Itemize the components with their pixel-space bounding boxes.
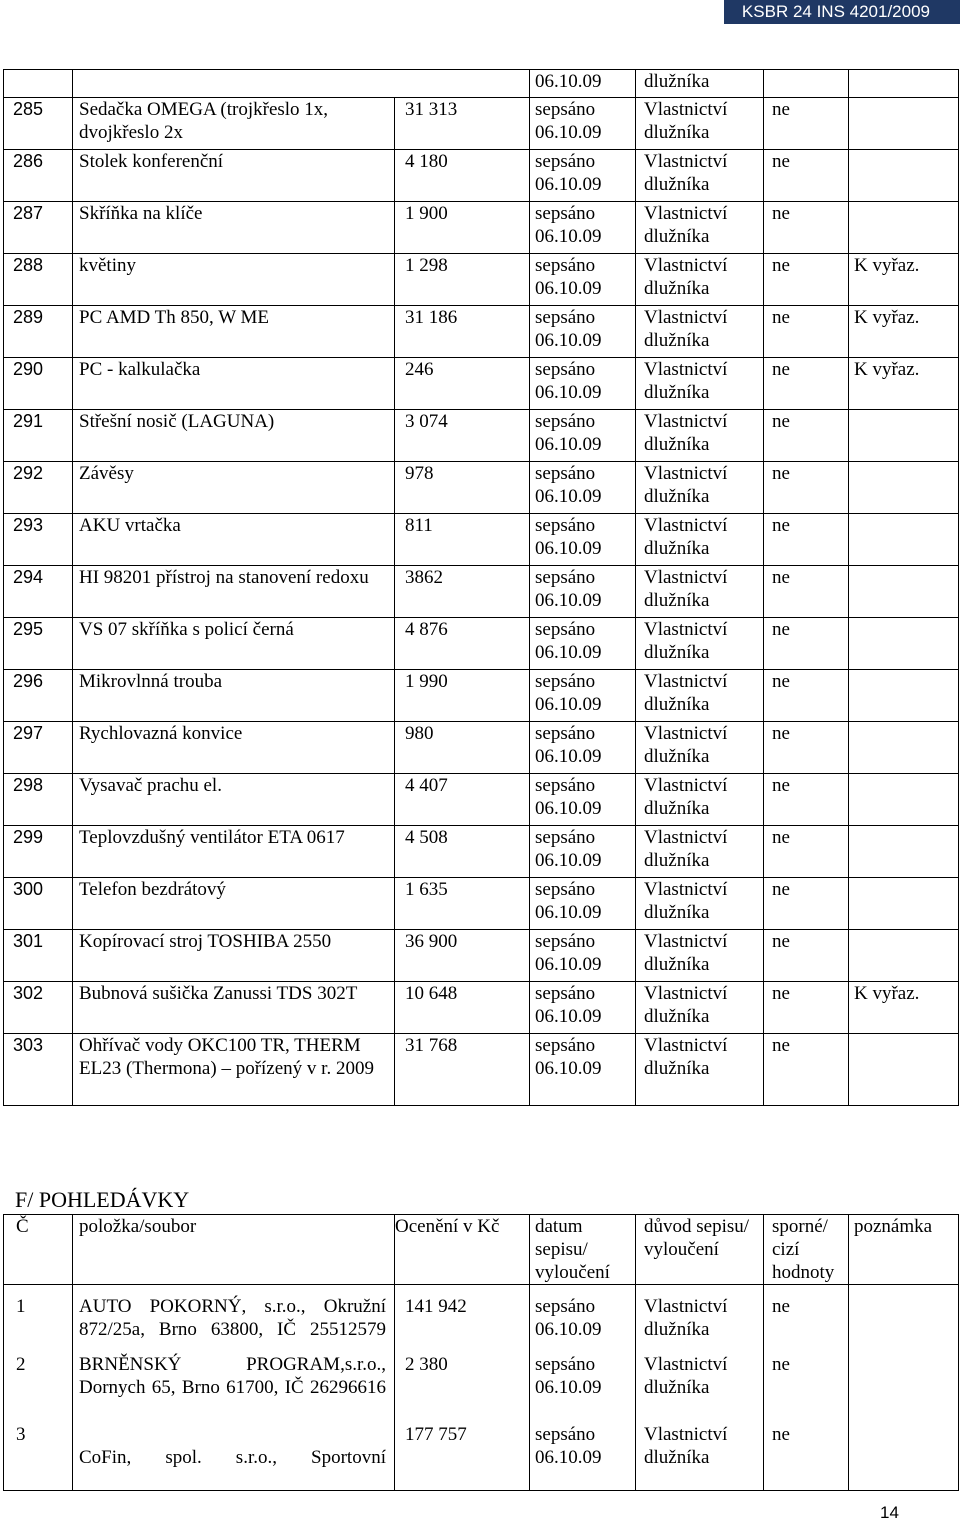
sporne-cell: ne	[764, 930, 849, 982]
note-cell: K vyřaz.	[849, 254, 959, 306]
table-row	[4, 202, 959, 254]
date-value: 06.10.09	[535, 486, 602, 507]
owner-line-1: Vlastnictví	[644, 671, 728, 692]
owner-line-1: Vlastnictví	[644, 879, 728, 900]
sporne-cell: ne	[764, 774, 849, 826]
header-value: Ocenění v Kč	[395, 1215, 530, 1285]
date-status: sepsáno	[535, 203, 596, 224]
owner-cell	[636, 1353, 764, 1423]
receivable-value: 141 942	[395, 1285, 530, 1353]
sporne-cell: ne	[764, 254, 849, 306]
owner-cell	[636, 566, 764, 618]
row-number: 302	[4, 982, 73, 1034]
owner-cell	[636, 1034, 764, 1106]
note-cell: K vyřaz.	[849, 306, 959, 358]
note-cell	[849, 774, 959, 826]
row-number: 303	[4, 1034, 73, 1106]
owner-line-2: dlužníka	[644, 226, 710, 247]
sporne-cell: ne	[764, 1285, 849, 1353]
item-name: Kopírovací stroj TOSHIBA 2550	[73, 930, 395, 982]
date-cell	[530, 930, 636, 982]
date-status: sepsáno	[535, 463, 596, 484]
date-value: 06.10.09	[535, 278, 602, 299]
date-status: sepsáno	[535, 255, 596, 276]
header-item: položka/soubor	[73, 1215, 395, 1285]
item-name: AKU vrtačka	[73, 514, 395, 566]
date-status: sepsáno	[535, 307, 596, 328]
owner-cell	[636, 930, 764, 982]
owner-cell	[636, 826, 764, 878]
item-name: Závěsy	[73, 462, 395, 514]
owner-line-2: dlužníka	[644, 1006, 710, 1027]
item-price: 36 900	[395, 930, 530, 982]
receivable-debtor	[73, 1285, 395, 1353]
item-price: 4 508	[395, 826, 530, 878]
date-value: 06.10.09	[535, 798, 602, 819]
table-row	[4, 70, 959, 98]
date-status: sepsáno	[535, 359, 596, 380]
item-price: 1 900	[395, 202, 530, 254]
date-cell	[530, 1353, 636, 1423]
date-cell	[530, 722, 636, 774]
date-cell	[530, 1285, 636, 1353]
item-name: květiny	[73, 254, 395, 306]
item-name: Teplovzdušný ventilátor ETA 0617	[73, 826, 395, 878]
owner-line-1: Vlastnictví	[644, 203, 728, 224]
table-row	[4, 1353, 959, 1423]
table-row	[4, 254, 959, 306]
owner-cell	[636, 98, 764, 150]
row-number: 286	[4, 150, 73, 202]
date-cell	[530, 254, 636, 306]
sporne-cell: ne	[764, 982, 849, 1034]
table-row	[4, 150, 959, 202]
owner-line-2: dlužníka	[644, 1446, 710, 1468]
owner-line-1: Vlastnictví	[644, 827, 728, 848]
table-row	[4, 982, 959, 1034]
table-row	[4, 410, 959, 462]
owner-cell	[636, 722, 764, 774]
owner-line-1: Vlastnictví	[644, 1296, 728, 1317]
item-name: Skříňka na klíče	[73, 202, 395, 254]
row-number: 297	[4, 722, 73, 774]
owner-line-1: Vlastnictví	[644, 359, 728, 380]
sporne-cell: ne	[764, 358, 849, 410]
owner-line-1: Vlastnictví	[644, 931, 728, 952]
note-cell	[849, 878, 959, 930]
table-row	[4, 566, 959, 618]
owner-line-2: dlužníka	[644, 642, 710, 663]
receivable-value: 177 757	[395, 1423, 530, 1491]
table-row	[4, 618, 959, 670]
sporne-cell: ne	[764, 878, 849, 930]
date-value: 06.10.09	[535, 174, 602, 195]
note-cell	[849, 150, 959, 202]
sporne-cell: ne	[764, 150, 849, 202]
date-status: sepsáno	[535, 1296, 596, 1317]
date-cell	[530, 566, 636, 618]
item-name: Rychlovazná konvice	[73, 722, 395, 774]
date-cell	[530, 878, 636, 930]
note-cell	[849, 98, 959, 150]
note-cell	[849, 722, 959, 774]
table-row	[4, 514, 959, 566]
owner-line-2: dlužníka	[644, 122, 710, 143]
sporne-cell: ne	[764, 306, 849, 358]
date-status: sepsáno	[535, 931, 596, 952]
owner-cell	[636, 878, 764, 930]
table-row	[4, 826, 959, 878]
date-value: 06.10.09	[535, 226, 602, 247]
header-note: poznámka	[849, 1215, 959, 1285]
owner-line-2: dlužníka	[644, 746, 710, 767]
note-cell	[849, 1034, 959, 1106]
owner-line-2: dlužníka	[644, 798, 710, 819]
sporne-cell: ne	[764, 1034, 849, 1106]
date-value: 06.10.09	[535, 954, 602, 975]
owner-line-2: dlužníka	[644, 1319, 710, 1340]
table-row	[4, 1423, 959, 1491]
item-price: 10 648	[395, 982, 530, 1034]
date-cell	[530, 670, 636, 722]
date-cell	[530, 1423, 636, 1491]
sporne-cell: ne	[764, 462, 849, 514]
table-row	[4, 462, 959, 514]
date-cell	[530, 1034, 636, 1106]
owner-cell	[636, 254, 764, 306]
owner-line-1: Vlastnictví	[644, 1035, 728, 1056]
owner-line-2: dlužníka	[644, 694, 710, 715]
date-value: 06.10.09	[535, 590, 602, 611]
row-number: 291	[4, 410, 73, 462]
owner-line-1: Vlastnictví	[644, 567, 728, 588]
note-cell: K vyřaz.	[849, 982, 959, 1034]
item-name: Sedačka OMEGA (trojkřeslo 1x, dvojkřeslo 2x	[73, 98, 395, 150]
owner-line-1: Vlastnictví	[644, 1353, 728, 1375]
item-name: HI 98201 přístroj na stanovení redoxu	[73, 566, 395, 618]
date-value: 06.10.09	[535, 746, 602, 767]
row-number: 294	[4, 566, 73, 618]
item-price: 31 186	[395, 306, 530, 358]
row-number: 3	[4, 1423, 73, 1491]
owner-cell	[636, 306, 764, 358]
item-price: 246	[395, 358, 530, 410]
note-cell	[849, 618, 959, 670]
date-value: 06.10.09	[535, 642, 602, 663]
sporne-cell: ne	[764, 826, 849, 878]
row-number: 293	[4, 514, 73, 566]
table-row	[4, 1285, 959, 1353]
owner-line-2: dlužníka	[644, 382, 710, 403]
note-cell	[849, 1353, 959, 1423]
date-value: 06.10.09	[535, 1319, 602, 1340]
table-row	[4, 670, 959, 722]
owner-line-2: dlužníka	[644, 538, 710, 559]
table-row	[4, 1034, 959, 1106]
item-price: 1 635	[395, 878, 530, 930]
date-status: sepsáno	[535, 567, 596, 588]
owner-line-2: dlužníka	[644, 278, 710, 299]
note-cell	[849, 670, 959, 722]
owner-cell	[636, 202, 764, 254]
row-number: 298	[4, 774, 73, 826]
note-cell	[849, 462, 959, 514]
date-status: sepsáno	[535, 1423, 596, 1445]
header-reason: důvod sepisu/ vyloučení	[636, 1215, 764, 1285]
date-cell	[530, 98, 636, 150]
item-name: Střešní nosič (LAGUNA)	[73, 410, 395, 462]
owner-cell	[636, 462, 764, 514]
date-status: sepsáno	[535, 151, 596, 172]
item-name: Mikrovlnná trouba	[73, 670, 395, 722]
item-price: 4 180	[395, 150, 530, 202]
sporne-cell: ne	[764, 618, 849, 670]
item-name: Vysavač prachu el.	[73, 774, 395, 826]
receivable-debtor	[73, 1423, 395, 1491]
header-sporne: sporné/ cizí hodnoty	[764, 1215, 849, 1285]
item-price: 3 074	[395, 410, 530, 462]
sporne-cell: ne	[764, 98, 849, 150]
date-value: 06.10.09	[535, 1376, 602, 1398]
owner-line-1: Vlastnictví	[644, 151, 728, 172]
date-value: 06.10.09	[535, 1006, 602, 1027]
row-number: 295	[4, 618, 73, 670]
date-status: sepsáno	[535, 411, 596, 432]
owner-cell	[636, 618, 764, 670]
date-cell	[530, 982, 636, 1034]
date-status: sepsáno	[535, 879, 596, 900]
owner-cell	[636, 358, 764, 410]
date-value: 06.10.09	[535, 694, 602, 715]
row-number: 2	[4, 1353, 73, 1423]
note-cell: K vyřaz.	[849, 358, 959, 410]
date-value: 06.10.09	[535, 538, 602, 559]
sporne-cell: ne	[764, 410, 849, 462]
note-cell	[849, 202, 959, 254]
sporne-cell: ne	[764, 722, 849, 774]
receivable-debtor	[73, 1353, 395, 1423]
date-cell: 06.10.09	[530, 70, 636, 98]
assets-table	[3, 69, 959, 1106]
date-status: sepsáno	[535, 99, 596, 120]
owner-line-2: dlužníka	[644, 1058, 710, 1079]
item-price: 31 313	[395, 98, 530, 150]
date-value: 06.10.09	[535, 330, 602, 351]
owner-line-1: Vlastnictví	[644, 775, 728, 796]
table-row	[4, 722, 959, 774]
owner-line-2: dlužníka	[644, 1376, 710, 1398]
owner-cell	[636, 410, 764, 462]
date-status: sepsáno	[535, 827, 596, 848]
date-value: 06.10.09	[535, 1058, 602, 1079]
date-cell	[530, 514, 636, 566]
owner-line-2: dlužníka	[644, 902, 710, 923]
sporne-cell: ne	[764, 670, 849, 722]
page-number: 14	[880, 1503, 899, 1522]
date-cell	[530, 358, 636, 410]
owner-line-1: Vlastnictví	[644, 1423, 728, 1445]
date-cell	[530, 774, 636, 826]
note-cell	[849, 566, 959, 618]
sporne-cell: ne	[764, 202, 849, 254]
item-name: Ohřívač vody OKC100 TR, THERM EL23 (Thermona) – pořízený v r. 2009	[73, 1034, 395, 1106]
sporne-cell: ne	[764, 1353, 849, 1423]
owner-line-2: dlužníka	[644, 954, 710, 975]
note-cell	[849, 826, 959, 878]
row-number: 299	[4, 826, 73, 878]
date-value: 06.10.09	[535, 434, 602, 455]
date-status: sepsáno	[535, 1035, 596, 1056]
owner-line-2: dlužníka	[644, 590, 710, 611]
owner-line-1: Vlastnictví	[644, 307, 728, 328]
date-value: 06.10.09	[535, 850, 602, 871]
owner-cell	[636, 1423, 764, 1491]
date-status: sepsáno	[535, 515, 596, 536]
item-price: 1 298	[395, 254, 530, 306]
table-row	[4, 358, 959, 410]
owner-line-1: Vlastnictví	[644, 463, 728, 484]
date-status: sepsáno	[535, 1353, 596, 1375]
row-number: 289	[4, 306, 73, 358]
owner-line-1: Vlastnictví	[644, 723, 728, 744]
item-name: Stolek konferenční	[73, 150, 395, 202]
date-cell	[530, 150, 636, 202]
owner-cell	[636, 774, 764, 826]
row-number: 285	[4, 98, 73, 150]
owner-cell	[636, 1285, 764, 1353]
row-number: 292	[4, 462, 73, 514]
owner-line-1: Vlastnictví	[644, 983, 728, 1004]
item-price: 31 768	[395, 1034, 530, 1106]
row-number: 290	[4, 358, 73, 410]
item-price: 4 407	[395, 774, 530, 826]
sporne-cell: ne	[764, 566, 849, 618]
owner-cell	[636, 150, 764, 202]
row-number: 1	[4, 1285, 73, 1353]
item-price: 1 990	[395, 670, 530, 722]
owner-line-2: dlužníka	[644, 174, 710, 195]
note-cell	[849, 1423, 959, 1491]
table-header-row	[4, 1215, 959, 1285]
row-number: 288	[4, 254, 73, 306]
item-name: Bubnová sušička Zanussi TDS 302T	[73, 982, 395, 1034]
table-row	[4, 98, 959, 150]
debtor-text: CoFin, spol. s.r.o., Sportovní	[79, 1446, 386, 1468]
date-cell	[530, 618, 636, 670]
owner-line-2: dlužníka	[644, 434, 710, 455]
table-row	[4, 774, 959, 826]
item-name: VS 07 skříňka s policí černá	[73, 618, 395, 670]
date-value: 06.10.09	[535, 1446, 602, 1468]
item-price: 811	[395, 514, 530, 566]
date-cell	[530, 202, 636, 254]
sporne-cell: ne	[764, 514, 849, 566]
date-value: 06.10.09	[535, 122, 602, 143]
header-c: Č	[4, 1215, 73, 1285]
item-price: 3862	[395, 566, 530, 618]
row-number: 300	[4, 878, 73, 930]
date-status: sepsáno	[535, 619, 596, 640]
owner-cell	[636, 982, 764, 1034]
note-cell	[849, 930, 959, 982]
owner-line-1: Vlastnictví	[644, 515, 728, 536]
table-row	[4, 306, 959, 358]
owner-line-1: Vlastnictví	[644, 255, 728, 276]
owner-line-1: Vlastnictví	[644, 619, 728, 640]
table-row	[4, 878, 959, 930]
date-status: sepsáno	[535, 671, 596, 692]
receivable-value: 2 380	[395, 1353, 530, 1423]
section-f-title: F/ POHLEDÁVKY	[15, 1187, 190, 1212]
date-status: sepsáno	[535, 775, 596, 796]
debtor-text: AUTO POKORNÝ, s.r.o., Okružní 872/25a, Brno 63800, IČ 25512579	[79, 1296, 386, 1340]
owner-cell: dlužníka	[636, 70, 764, 98]
date-cell	[530, 826, 636, 878]
date-value: 06.10.09	[535, 902, 602, 923]
item-name: Telefon bezdrátový	[73, 878, 395, 930]
date-value: 06.10.09	[535, 382, 602, 403]
document-id-header: KSBR 24 INS 4201/2009	[724, 0, 960, 24]
owner-cell	[636, 514, 764, 566]
owner-line-1: Vlastnictví	[644, 411, 728, 432]
date-status: sepsáno	[535, 983, 596, 1004]
item-price: 980	[395, 722, 530, 774]
owner-line-1: Vlastnictví	[644, 99, 728, 120]
row-number: 301	[4, 930, 73, 982]
date-status: sepsáno	[535, 723, 596, 744]
item-name: PC AMD Th 850, W ME	[73, 306, 395, 358]
item-price: 978	[395, 462, 530, 514]
date-cell	[530, 410, 636, 462]
debtor-text: BRNĚNSKÝ PROGRAM,s.r.o., Dornych 65, Brno 61700, IČ 26296616	[79, 1353, 386, 1398]
table-row	[4, 930, 959, 982]
owner-line-2: dlužníka	[644, 850, 710, 871]
receivables-table	[3, 1214, 959, 1491]
note-cell	[849, 410, 959, 462]
row-number: 296	[4, 670, 73, 722]
date-cell	[530, 462, 636, 514]
item-price: 4 876	[395, 618, 530, 670]
date-cell	[530, 306, 636, 358]
item-name: PC - kalkulačka	[73, 358, 395, 410]
row-number: 287	[4, 202, 73, 254]
owner-line-2: dlužníka	[644, 486, 710, 507]
sporne-cell: ne	[764, 1423, 849, 1491]
header-date: datum sepisu/ vyloučení	[530, 1215, 636, 1285]
note-cell	[849, 514, 959, 566]
owner-line-2: dlužníka	[644, 330, 710, 351]
owner-cell	[636, 670, 764, 722]
note-cell	[849, 1285, 959, 1353]
